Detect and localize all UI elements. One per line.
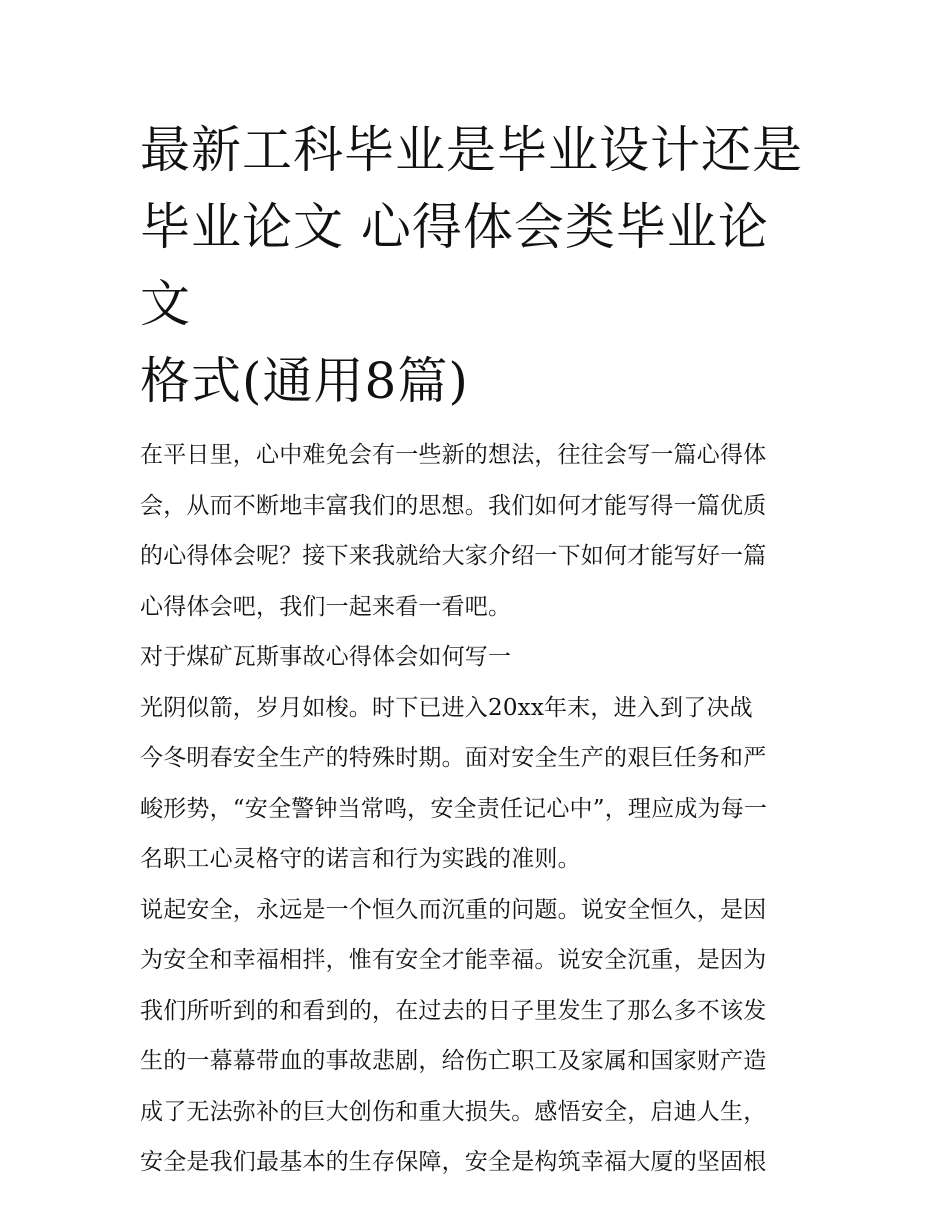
intro-paragraph: 在平日里，心中难免会有一些新的想法，往往会写一篇心得体 会，从而不断地丰富我们的思想。我们如何才能写得一篇优质 的心得体会呢？接下来我就给大家介绍一下如何才能写好一篇 心得体会吧，我们一起来看一看吧。	[140, 442, 767, 620]
body-paragraph: 说起安全，永远是一个恒久而沉重的问题。说安全恒久，是因 为安全和幸福相拌，惟有安全才能幸福。说安全沉重，是因为 我们所听到的和看到的，在过去的日子里发生了那么多不该发 生的一幕幕带血的事故悲剧，给伤亡职工及家属和国家财产造 成了无法弥补的巨大创伤和重大损失。感悟安全，启迪人生， 安全是我们最基本的生存保障，安全是构筑幸福大厦的坚固根	[140, 896, 767, 1175]
body-paragraph: 光阴似箭，岁月如梭。时下已进入20xx年末，进入到了决战 今冬明春安全生产的特殊时期。面对安全生产的艰巨任务和严 峻形势，“安全警钟当常鸣，安全责任记心中”，理应成为每一 名职工心灵格守的诺言和行为实践的准则。	[140, 694, 768, 872]
section-heading: 对于煤矿瓦斯事故心得体会如何写一	[140, 644, 512, 670]
document-title: 最新工科毕业是毕业设计还是 毕业论文 心得体会类毕业论文 格式(通用8篇)	[140, 121, 803, 410]
document-content	[140, 112, 812, 1188]
document-body	[140, 430, 812, 1188]
